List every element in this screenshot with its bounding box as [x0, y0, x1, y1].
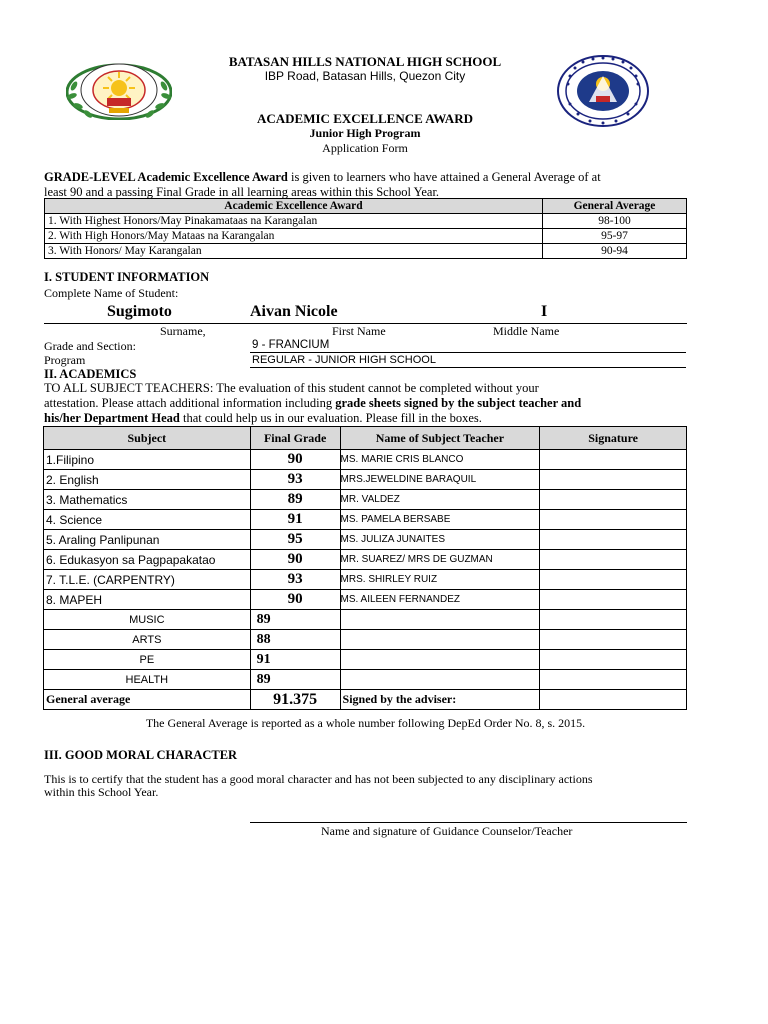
signature-cell[interactable]	[540, 510, 687, 530]
moral-title: III. GOOD MORAL CHARACTER	[44, 748, 238, 762]
signature-cell[interactable]	[540, 470, 687, 490]
subject-name: 6. Edukasyon sa Pagpapakatao	[44, 550, 251, 570]
moral-text-2: within this School Year.	[44, 785, 159, 799]
adviser-signature-cell[interactable]	[540, 690, 687, 710]
signature-cell[interactable]	[540, 550, 687, 570]
average-header: General Average	[543, 199, 687, 214]
teacher-name[interactable]: MS. PAMELA BERSABE	[340, 510, 540, 530]
teacher-name[interactable]: MS. JULIZA JUNAITES	[340, 530, 540, 550]
subject-header: Subject	[44, 427, 251, 450]
general-average-label: General average	[44, 690, 251, 710]
intro-text-1: is given to learners who have attained a General Average of at	[287, 170, 601, 184]
award-name: 3. With Honors/ May Karangalan	[45, 244, 543, 259]
teacher-name-cell[interactable]	[340, 610, 540, 630]
mapeh-component-row	[44, 670, 687, 690]
counselor-signature-label: Name and signature of Guidance Counselor/Teacher	[321, 824, 573, 838]
subject-name: 5. Araling Panlipunan	[44, 530, 251, 550]
final-grade[interactable]: 91	[250, 510, 340, 530]
middle-name-value[interactable]: I	[541, 303, 548, 320]
final-grade[interactable]: 90	[250, 590, 340, 610]
signature-cell[interactable]	[540, 650, 687, 670]
school-name: BATASAN HILLS NATIONAL HIGH SCHOOL	[228, 54, 502, 69]
academics-instructions	[44, 381, 704, 426]
moral-paragraph	[44, 773, 724, 799]
mapeh-component-row	[44, 650, 687, 670]
subject-row	[44, 450, 687, 470]
signature-cell[interactable]	[540, 570, 687, 590]
mapeh-component-row	[44, 610, 687, 630]
academics-title: II. ACADEMICS	[44, 367, 137, 381]
mapeh-component-grade[interactable]: 91	[250, 650, 340, 670]
teacher-name-cell[interactable]	[340, 670, 540, 690]
intro-text-2: least 90 and a passing Final Grade in all learning areas within this School Year.	[44, 185, 440, 199]
subject-name: 2. English	[44, 470, 251, 490]
grade-section-value[interactable]: 9 - FRANCIUM	[252, 339, 330, 351]
academics-line-3a: his/her Department Head	[44, 411, 180, 425]
final-grade-header: Final Grade	[250, 427, 340, 450]
student-info-title: I. STUDENT INFORMATION	[44, 270, 210, 284]
final-grade[interactable]: 95	[250, 530, 340, 550]
school-address: IBP Road, Batasan Hills, Quezon City	[264, 69, 466, 83]
award-table-header	[45, 199, 687, 214]
surname-value[interactable]: Sugimoto	[107, 303, 172, 320]
signature-cell[interactable]	[540, 610, 687, 630]
mapeh-component-name: MUSIC	[44, 610, 251, 630]
mapeh-component-grade[interactable]: 88	[250, 630, 340, 650]
subject-row	[44, 470, 687, 490]
subject-name: 7. T.L.E. (CARPENTRY)	[44, 570, 251, 590]
academics-line-2a: attestation. Please attach additional information including	[44, 396, 336, 410]
subject-row	[44, 510, 687, 530]
middle-name-label: Middle Name	[493, 324, 560, 338]
award-header: Academic Excellence Award	[45, 199, 543, 214]
moral-text-1: This is to certify that the student has a good moral character and has not been subjected to any disciplinary actions	[44, 772, 593, 786]
subject-row	[44, 490, 687, 510]
form-name: Application Form	[322, 141, 408, 155]
subject-row	[44, 550, 687, 570]
intro-bold-lead: GRADE-LEVEL Academic Excellence Award	[44, 170, 288, 184]
first-name-value[interactable]: Aivan Nicole	[250, 303, 338, 320]
subject-name: 3. Mathematics	[44, 490, 251, 510]
final-grade[interactable]: 93	[250, 470, 340, 490]
mapeh-component-grade[interactable]: 89	[250, 670, 340, 690]
program-label: Program	[44, 353, 86, 367]
general-average-row	[44, 690, 687, 710]
signature-cell[interactable]	[540, 490, 687, 510]
intro-paragraph	[44, 170, 694, 200]
teacher-name[interactable]: MR. VALDEZ	[340, 490, 540, 510]
subject-name: 4. Science	[44, 510, 251, 530]
final-grade[interactable]: 90	[250, 450, 340, 470]
award-average: 95-97	[543, 229, 687, 244]
signature-cell[interactable]	[540, 630, 687, 650]
award-title: ACADEMIC EXCELLENCE AWARD	[257, 111, 473, 126]
final-grade[interactable]: 93	[250, 570, 340, 590]
final-grade[interactable]: 90	[250, 550, 340, 570]
teacher-name-cell[interactable]	[340, 650, 540, 670]
mapeh-component-row	[44, 630, 687, 650]
program-title: Junior High Program	[309, 126, 421, 140]
signed-by-adviser-label: Signed by the adviser:	[340, 690, 540, 710]
surname-label: Surname,	[160, 324, 206, 338]
teacher-name[interactable]: MRS. SHIRLEY RUIZ	[340, 570, 540, 590]
academics-line-3b: that could help us in our evaluation. Please fill in the boxes.	[179, 411, 482, 425]
award-row	[45, 244, 687, 259]
subject-row	[44, 570, 687, 590]
signature-cell[interactable]	[540, 530, 687, 550]
award-name: 2. With High Honors/May Mataas na Karangalan	[45, 229, 543, 244]
subject-row	[44, 530, 687, 550]
award-row	[45, 229, 687, 244]
final-grade[interactable]: 89	[250, 490, 340, 510]
signature-cell[interactable]	[540, 450, 687, 470]
grades-table	[43, 426, 687, 710]
general-average-note: The General Average is reported as a whole number following DepEd Order No. 8, s. 2015.	[145, 716, 586, 730]
signature-header: Signature	[540, 427, 687, 450]
signature-cell[interactable]	[540, 670, 687, 690]
grade-section-label: Grade and Section:	[44, 339, 136, 353]
award-name: 1. With Highest Honors/May Pinakamataas na Karangalan	[45, 214, 543, 229]
subject-name: 1.Filipino	[44, 450, 251, 470]
grade-section-underline	[250, 352, 686, 353]
teacher-name[interactable]: MS. AILEEN FERNANDEZ	[340, 590, 540, 610]
mapeh-component-grade[interactable]: 89	[250, 610, 340, 630]
award-average: 90-94	[543, 244, 687, 259]
signature-cell[interactable]	[540, 590, 687, 610]
program-value[interactable]: REGULAR - JUNIOR HIGH SCHOOL	[252, 354, 436, 366]
counselor-signature-line[interactable]	[250, 822, 687, 823]
name-prompt: Complete Name of Student:	[44, 286, 179, 300]
teacher-name-cell[interactable]	[340, 630, 540, 650]
teacher-name[interactable]: MRS.JEWELDINE BARAQUIL	[340, 470, 540, 490]
first-name-label: First Name	[332, 324, 386, 338]
teacher-header: Name of Subject Teacher	[340, 427, 540, 450]
award-average: 98-100	[543, 214, 687, 229]
award-table	[44, 198, 687, 259]
subject-name: 8. MAPEH	[44, 590, 251, 610]
mapeh-component-name: HEALTH	[44, 670, 251, 690]
teacher-name[interactable]: MR. SUAREZ/ MRS DE GUZMAN	[340, 550, 540, 570]
mapeh-component-name: PE	[44, 650, 251, 670]
subject-row	[44, 590, 687, 610]
program-underline	[250, 367, 686, 368]
academics-line-2b: grade sheets signed by the subject teacher and	[335, 396, 582, 410]
grades-table-header	[44, 427, 687, 450]
general-average-value[interactable]: 91.375	[250, 690, 340, 710]
academics-line-1: TO ALL SUBJECT TEACHERS: The evaluation of this student cannot be completed without your	[44, 381, 539, 395]
teacher-name[interactable]: MS. MARIE CRIS BLANCO	[340, 450, 540, 470]
mapeh-component-name: ARTS	[44, 630, 251, 650]
award-row	[45, 214, 687, 229]
